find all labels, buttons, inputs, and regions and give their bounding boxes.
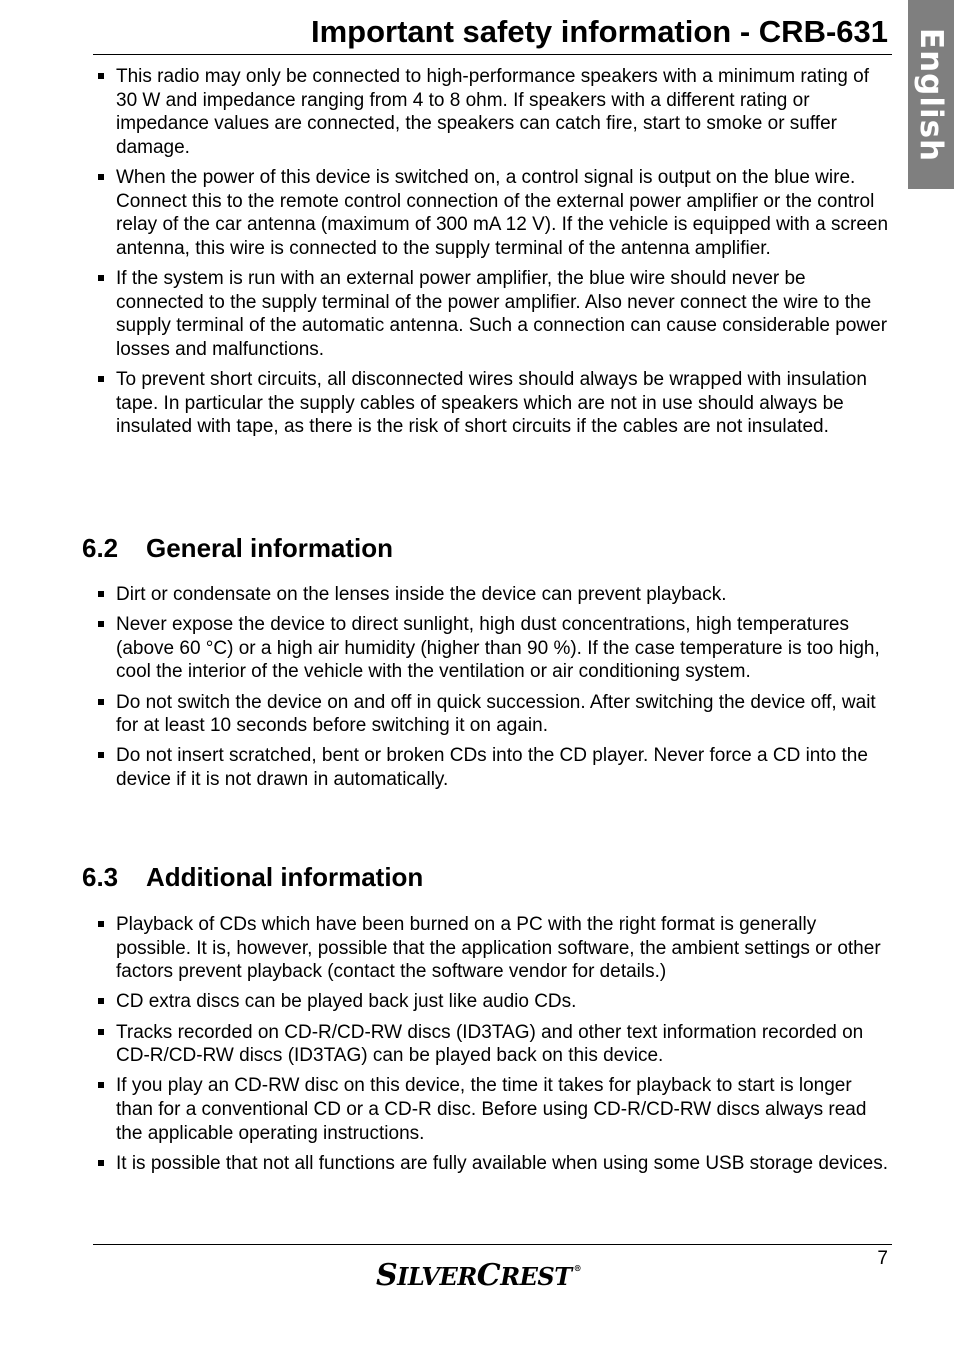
list-item: This radio may only be connected to high-performance speakers with a minimum rating of 30 W and impedance ranging from 4 to 8 ohm. If speakers with a different rating or impedance values are connected, the speakers can catch fire, start to smoke or suffer damage. (82, 65, 892, 159)
list-item: If you play an CD-RW disc on this device, the time it takes for playback to start is longer than for a conventional CD or a CD-R disc. Before using CD-R/CD-RW discs always read the applicable operating instructions. (82, 1074, 892, 1145)
section-heading-general (82, 533, 393, 564)
list-item: Never expose the device to direct sunlight, high dust concentrations, high temperatures (above 60 °C) or a high air humidity (higher than 90 %). If the case temperature is too high, cool the interior of the vehicle with the ventilation or air conditioning system. (82, 613, 892, 684)
footer-divider (93, 1244, 892, 1245)
list-item: Do not switch the device on and off in quick succession. After switching the device off, wait for at least 10 seconds before switching it on again. (82, 691, 892, 738)
language-tab (908, 0, 954, 189)
section-heading-additional (82, 862, 423, 893)
list-item: If the system is run with an external power amplifier, the blue wire should never be connected to the supply terminal of the power amplifier. Also never connect the wire to the supply terminal of the automatic antenna. Such a connection can cause considerable power losses and malfunctions. (82, 267, 892, 361)
language-tab-label: English (913, 27, 949, 162)
list-item: Dirt or condensate on the lenses inside the device can prevent playback. (82, 583, 892, 607)
section-title: General information (146, 533, 394, 563)
list-item: It is possible that not all functions are fully available when using some USB storage devices. (82, 1152, 892, 1176)
list-item: CD extra discs can be played back just like audio CDs. (82, 990, 892, 1014)
section-number: 6.3 (82, 862, 119, 892)
list-item: Tracks recorded on CD-R/CD-RW discs (ID3TAG) and other text information recorded on CD-R/CD-RW discs (ID3TAG) can be played back on this device. (82, 1021, 892, 1068)
brand-logo: SILVERCREST ® (376, 1258, 582, 1293)
general-bullet-list (82, 583, 892, 798)
list-item: Do not insert scratched, bent or broken CDs into the CD player. Never force a CD into the device if it is not drawn in automatically. (82, 744, 892, 791)
header-divider (93, 54, 892, 55)
section-number: 6.2 (82, 533, 119, 563)
additional-bullet-list (82, 913, 892, 1182)
list-item: When the power of this device is switched on, a control signal is output on the blue wire. Connect this to the remote control connection of the external power amplifier or the control relay of the car antenna (maximum of 300 mA 12 V). If the vehicle is equipped with a screen antenna, this wire is connected to the supply terminal of the antenna amplifier. (82, 166, 892, 260)
intro-bullet-list (82, 65, 892, 445)
list-item: To prevent short circuits, all disconnected wires should always be wrapped with insulation tape. In particular the supply cables of speakers which are not in use should always be insulated with tape, as there is the risk of short circuits if the cables are not insulated. (82, 368, 892, 439)
page-title: Important safety information - CRB-631 (310, 14, 888, 49)
page-number: 7 (877, 1248, 888, 1269)
list-item: Playback of CDs which have been burned on a PC with the right format is generally possible. It is, however, possible that the application software, the ambient settings or other factors prevent playback (contact the software vendor for details.) (82, 913, 892, 984)
section-title: Additional information (146, 862, 424, 892)
